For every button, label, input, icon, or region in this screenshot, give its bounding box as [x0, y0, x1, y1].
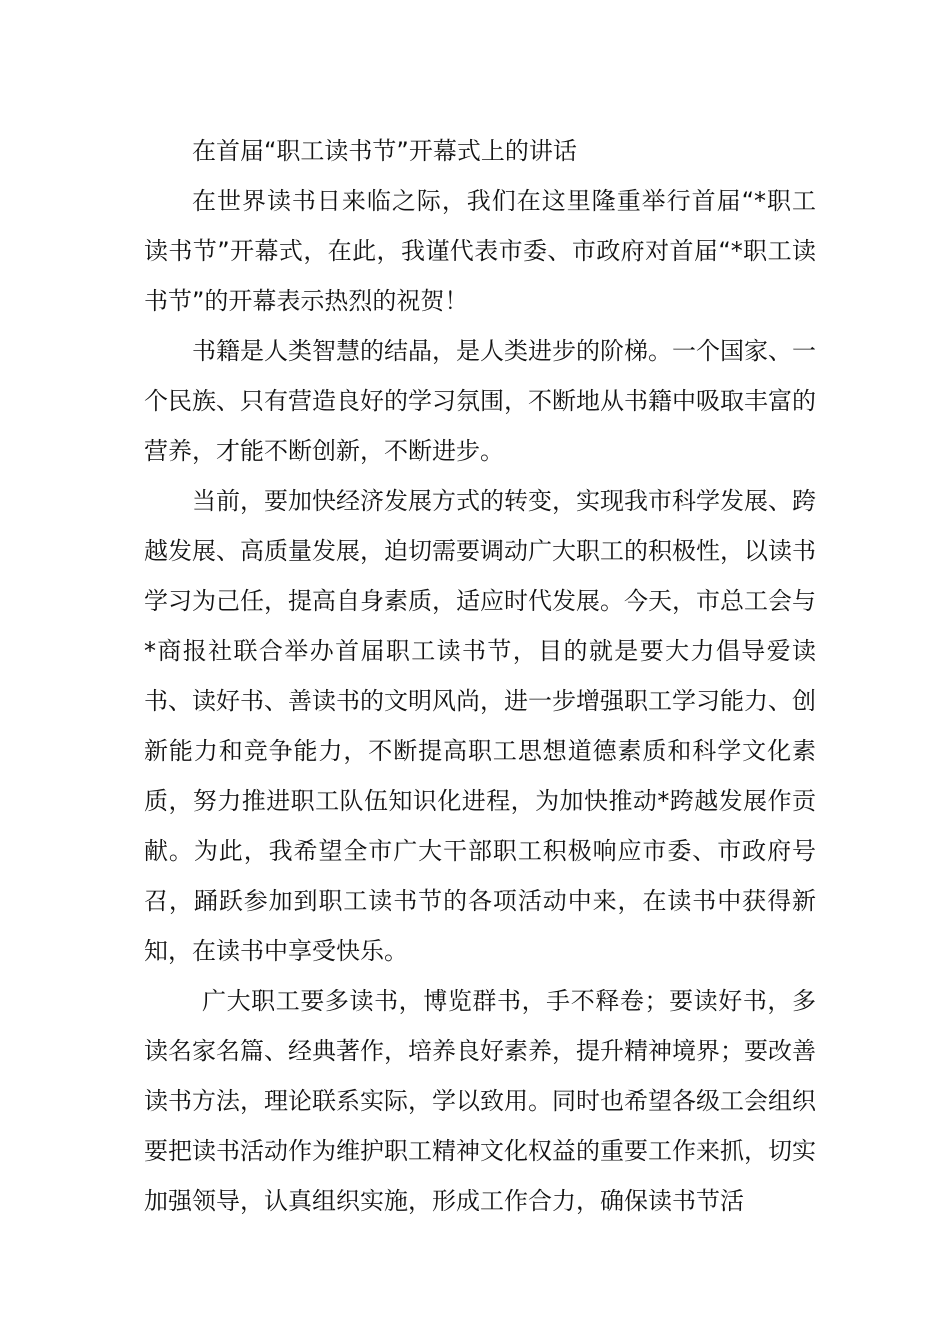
paragraph-2: 书籍是人类智慧的结晶，是人类进步的阶梯。一个国家、一个民族、只有营造良好的学习氛围，不断地从书籍中吸取丰富的营养，才能不断创新，不断进步。 — [144, 337, 816, 465]
paragraph-3: 当前，要加快经济发展方式的转变，实现我市科学发展、跨越发展、高质量发展，迫切需要调动广大职工的积极性，以读书学习为己任，提高自身素质，适应时代发展。今天，市总工会与*商报社联合举办首届职工读书节，目的就是要大力倡导爱读书、读好书、善读书的文明风尚，进一步增强职工学习能力、创新能力和竞争能力，不断提高职工思想道德素质和科学文化素质，努力推进职工队伍知识化进程，为加快推动*跨越发展作贡献。为此，我希望全市广大干部职工积极响应市委、市政府号召，踊跃参加到职工读书节的各项活动中来，在读书中获得新知，在读书中享受快乐。 — [144, 487, 816, 965]
document-body — [144, 126, 816, 1226]
document-title: 在首届“职工读书节”开幕式上的讲话 — [192, 137, 577, 165]
paragraph-1: 在世界读书日来临之际，我们在这里隆重举行首届“*职工读书节”开幕式，在此，我谨代表市委、市政府对首届“*职工读书节”的开幕表示热烈的祝贺！ — [144, 187, 816, 315]
paragraph-4: 广大职工要多读书，博览群书，手不释卷；要读好书，多读名家名篇、经典著作，培养良好素养，提升精神境界；要改善读书方法，理论联系实际，学以致用。同时也希望各级工会组织要把读书活动作为维护职工精神文化权益的重要工作来抓，切实加强领导，认真组织实施，形成工作合力，确保读书节活 — [144, 987, 816, 1215]
